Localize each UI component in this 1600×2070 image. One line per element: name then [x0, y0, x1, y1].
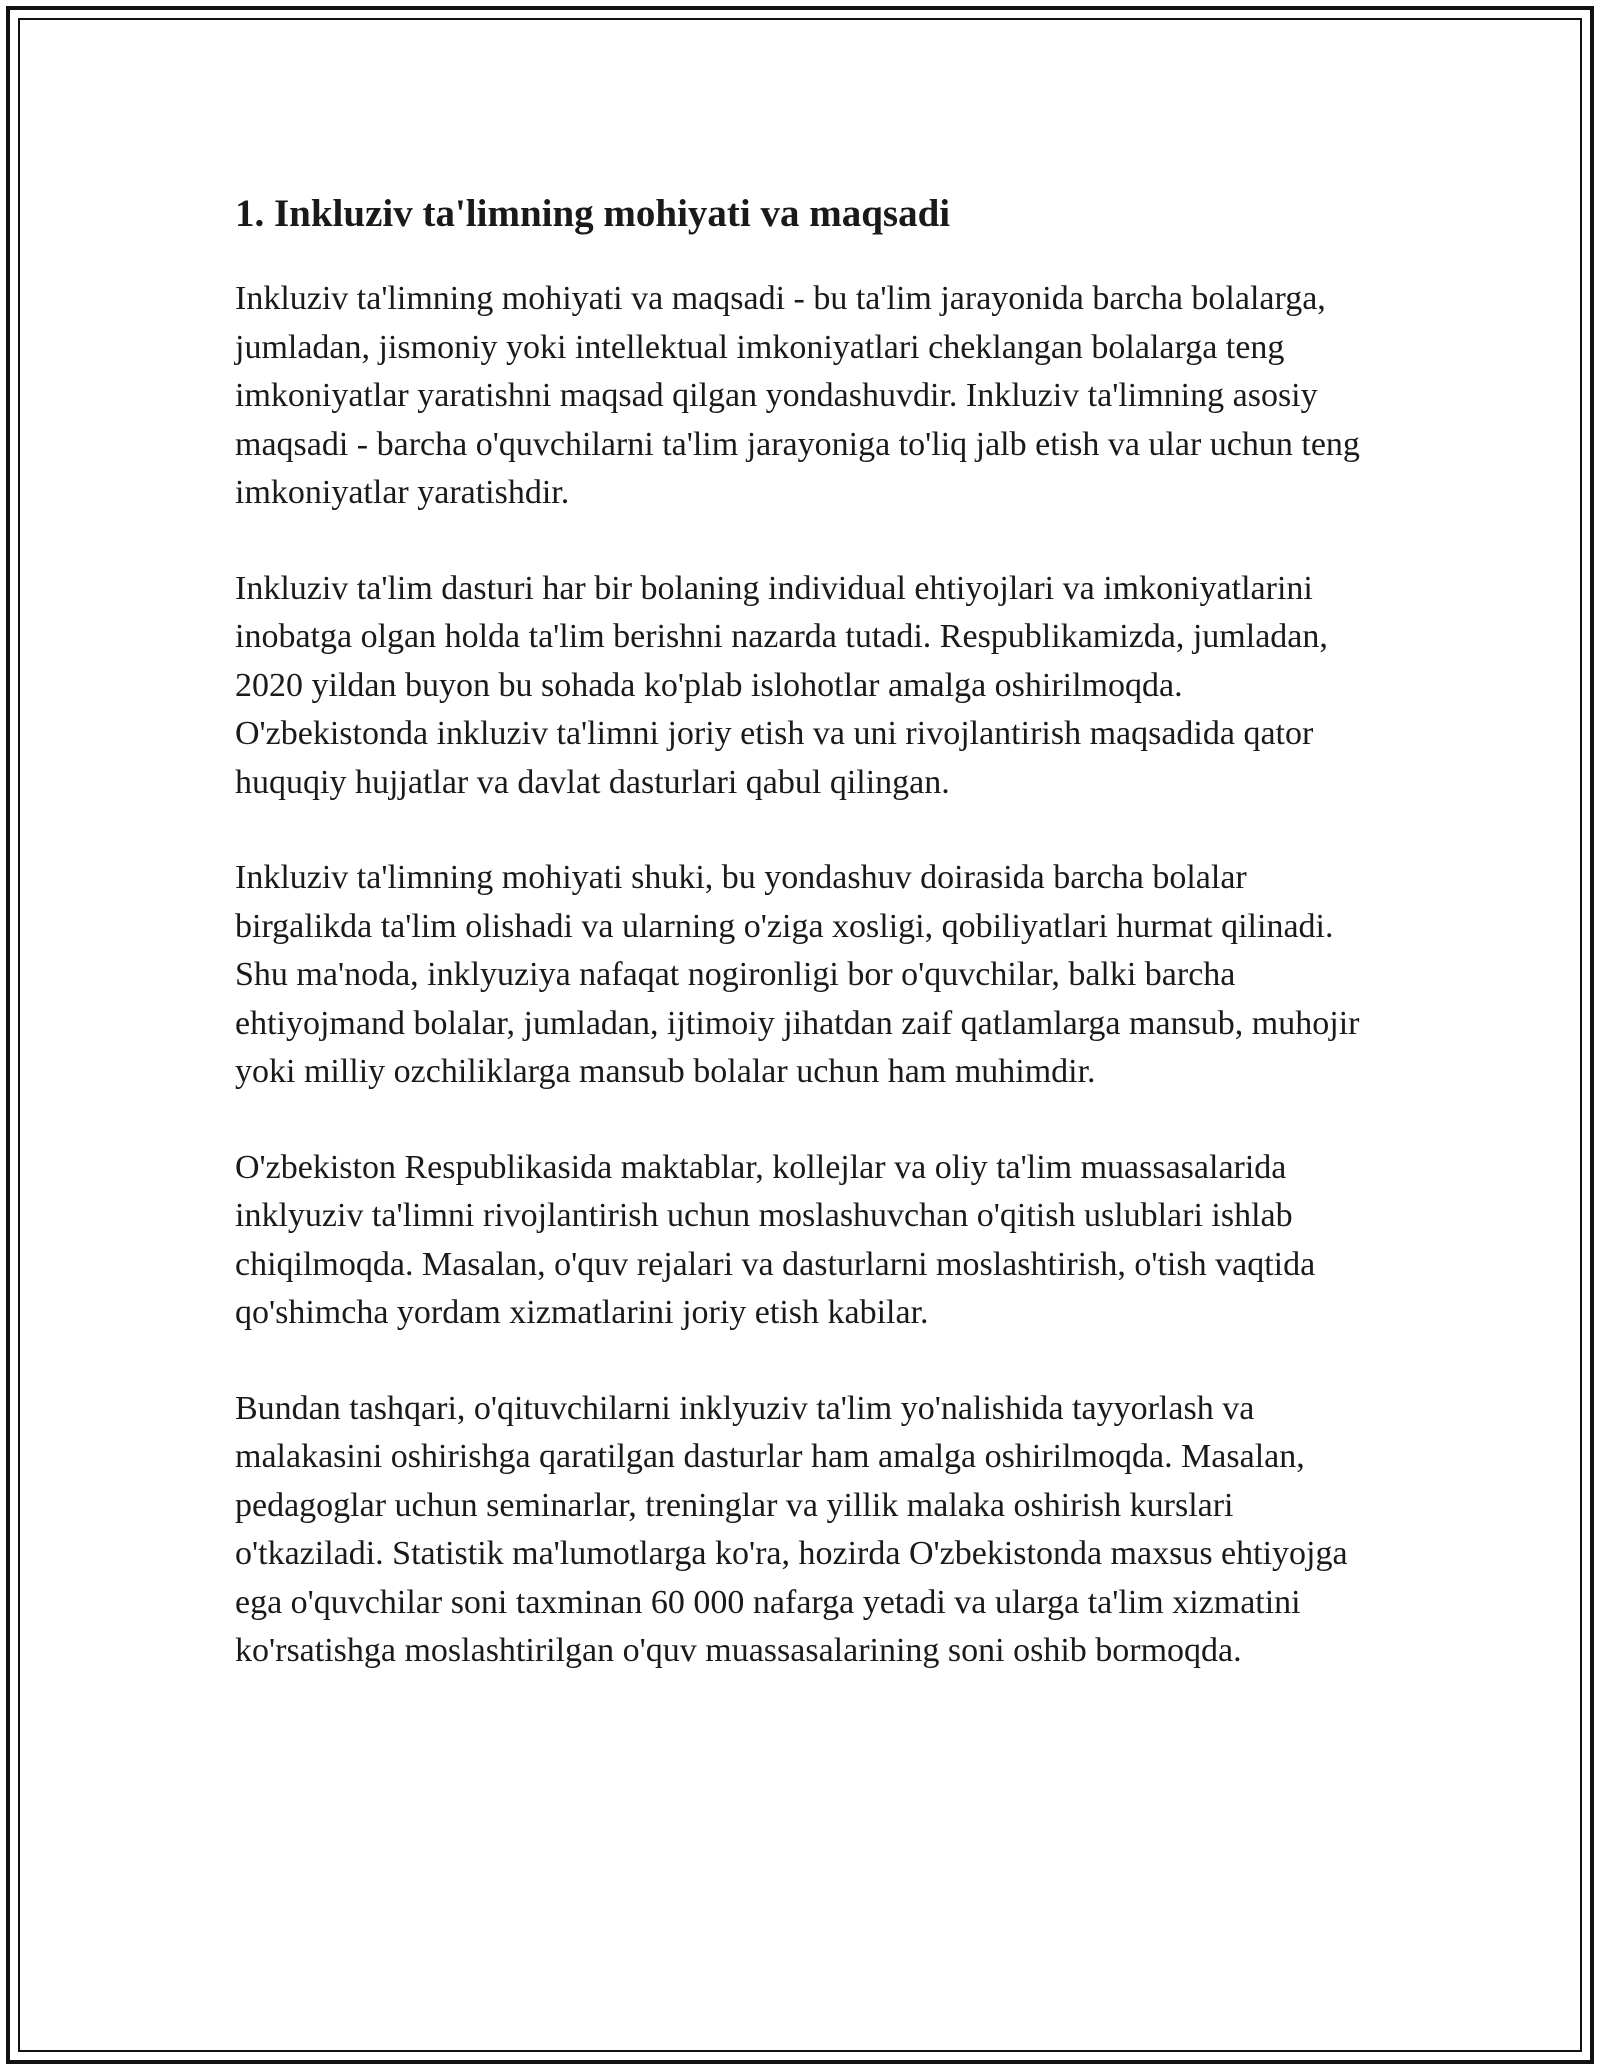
paragraph-2: Inkluziv ta'lim dasturi har bir bolaning individual ehtiyojlari va imkoniyatlarini inobatga olgan holda ta'lim berishni nazarda tutadi. Respublikamizda, jumladan, 2020 yildan buyon bu sohada ko'plab islohotlar amalga oshirilmoqda. O'zbekistonda inkluziv ta'limni joriy etish va uni rivojlantirish maqsadida qator huquqiy hujjatlar va davlat dasturlari qabul qilingan. — [235, 569, 1328, 801]
paragraph-4: O'zbekiston Respublikasida maktablar, kollejlar va oliy ta'lim muassasalarida inklyuziv ta'limni rivojlantirish uchun moslashuvchan o'qitish uslublari ishlab chiqilmoqda. Masalan, o'quv rejalari va dasturlarni moslashtirish, o'tish vaqtida qo'shimcha yordam xizmatlarini joriy etish kabilar. — [235, 1148, 1316, 1331]
paragraph-3: Inkluziv ta'limning mohiyati shuki, bu yondashuv doirasida barcha bolalar birgalikda ta'lim olishadi va ularning o'ziga xosligi, qobiliyatlari hurmat qilinadi. Shu ma'noda, inklyuziya nafaqat nogironligi bor o'quvchilar, balki barcha ehtiyojmand bolalar, jumladan, ijtimoiy jihatdan zaif qatlamlarga mansub, muhojir yoki milliy ozchiliklarga mansub bolalar uchun ham muhimdir. — [235, 859, 1360, 1090]
paragraph-1: Inkluziv ta'limning mohiyati va maqsadi - bu ta'lim jarayonida barcha bolalarga, jumladan, jismoniy yoki intellektual imkoniyatlari cheklangan bolalarga teng imkoniyatlar yaratishni maqsad qilgan yondashuvdir. Inkluziv ta'limning asosiy maqsadi - barcha o'quvchilarni ta'lim jarayoniga to'liq jalb etish va ular uchun teng imkoniyatlar yaratishdir. — [235, 280, 1360, 511]
section-heading: 1. Inkluziv ta'limning mohiyati va maqsadi — [235, 192, 951, 235]
document-body — [235, 183, 1365, 1723]
paragraph-5: Bundan tashqari, o'qituvchilarni inklyuziv ta'lim yo'nalishida tayyorlash va malakasini oshirishga qaratilgan dasturlar ham amalga oshirilmoqda. Masalan, pedagoglar uchun seminarlar, treninglar va yillik malaka oshirish kurslari o'tkaziladi. Statistik ma'lumotlarga ko'ra, hozirda O'zbekistonda maxsus ehtiyojga ega o'quvchilar soni taxminan 60 000 nafarga yetadi va ularga ta'lim xizmatini ko'rsatishga moslashtirilgan o'quv muassasalarining soni oshib bormoqda. — [235, 1389, 1348, 1669]
